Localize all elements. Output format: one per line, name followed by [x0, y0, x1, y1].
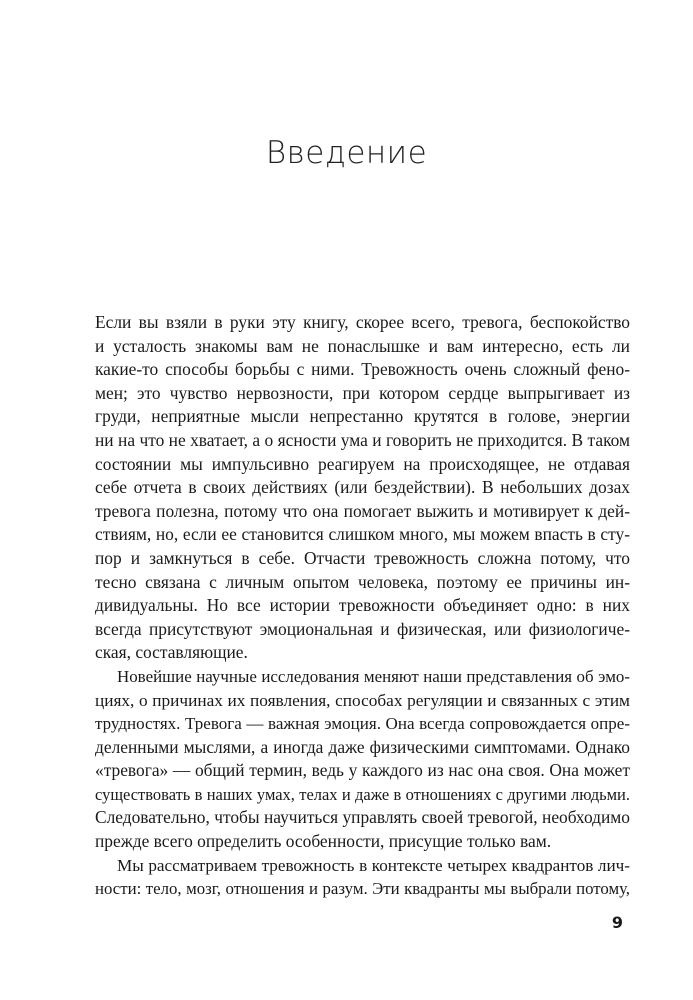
text-line: ности: тело, мозг, отношения и разум. Эти квадранты мы выбрали потому, [95, 879, 630, 899]
text-line: прежде всего определить особенности, присущие только вам. [95, 831, 552, 852]
text-line: существовать в наших умах, телах и даже в отношениях с другими людьми. [95, 784, 630, 804]
text-line: Новейшие научные исследования меняют наши представления об эмо- [117, 666, 630, 686]
text-line: ствиям, но, если ее становится слишком много, мы можем впасть в сту- [95, 524, 630, 545]
text-line: трудностях. Тревога — важная эмоция. Она всегда сопровождается опре- [95, 714, 630, 734]
text-line: Следовательно, чтобы научиться управлять своей тревогой, необходимо [95, 807, 630, 828]
text-line: дивидуальны. Но все истории тревожности объединяет одно: в них [95, 595, 630, 616]
text-line: и усталость знакомы вам не понаслышке и вам интересно, есть ли [95, 335, 630, 356]
chapter-title: Введение [265, 135, 428, 171]
text-line: Если вы взяли в руки эту книгу, скорее всего, тревога, беспокойство [95, 312, 630, 332]
text-line: циях, о причинах их появления, способах регуляции и связанных с этим [95, 690, 630, 710]
text-line: всегда присутствуют эмоциональная и физическая, или физиологиче- [95, 618, 630, 639]
text-line: Мы рассматриваем тревожность в контексте четырех квадрантов лич- [117, 855, 630, 875]
body-text [95, 311, 630, 901]
text-line: тревога полезна, потому что она помогает выжить и мотивирует к дей- [95, 500, 630, 521]
text-line: состоянии мы импульсивно реагируем на происходящее, не отдавая [95, 453, 630, 474]
text-line: себе отчета в своих действиях (или бездействии). В небольших дозах [95, 477, 630, 498]
paragraph-2 [95, 665, 630, 854]
text-line: груди, неприятные мысли непрестанно крутятся в голове, энергии [95, 406, 630, 427]
page-number: 9 [611, 913, 623, 932]
text-line: ни на что не хватает, а о ясности ума и говорить не приходится. В таком [95, 429, 630, 450]
paragraph-3 [95, 854, 630, 901]
text-line: тесно связана с личным опытом человека, поэтому ее причины ин- [95, 571, 630, 592]
text-line: какие-то способы борьбы с ними. Тревожность очень сложный фено- [95, 359, 630, 380]
paragraph-1 [95, 311, 630, 665]
text-line: деленными мыслями, а иногда даже физическими симптомами. Однако [95, 736, 630, 757]
text-line: «тревога» — общий термин, ведь у каждого из нас она своя. Она может [95, 760, 630, 781]
text-line: ская, составляющие. [95, 642, 248, 663]
text-line: пор и замкнуться в себе. Отчасти тревожность сложна потому, что [95, 547, 630, 568]
text-line: мен; это чувство нервозности, при котором сердце выпрыгивает из [95, 382, 630, 403]
